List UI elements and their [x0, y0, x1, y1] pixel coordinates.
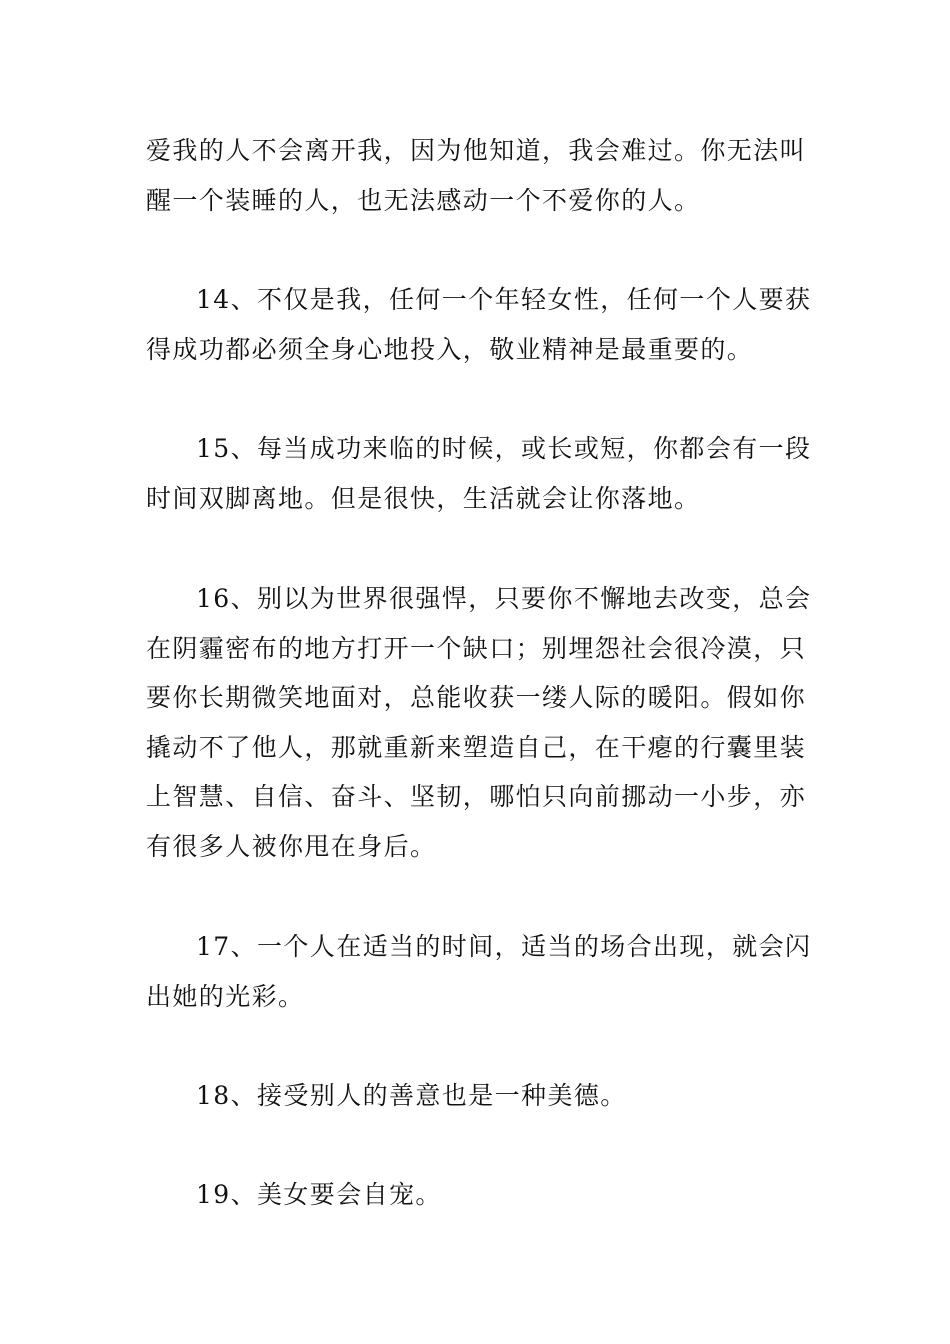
paragraph-line: 19、美女要会自宠。	[196, 1180, 442, 1209]
paragraph-line: 14、不仅是我，任何一个年轻女性，任何一个人要获	[196, 285, 812, 314]
paragraph-line: 要你长期微笑地面对，总能收获一缕人际的暖阳。假如你	[146, 683, 807, 713]
paragraph-line: 出她的光彩。	[146, 981, 305, 1011]
paragraph-line: 在阴霾密布的地方打开一个缺口；别埋怨社会很冷漠，只	[146, 633, 807, 663]
paragraph-line: 上智慧、自信、奋斗、坚韧，哪怕只向前挪动一小步，亦	[146, 782, 807, 812]
paragraph-18	[146, 1071, 808, 1121]
paragraph-continuation	[146, 126, 808, 225]
paragraph-line: 撬动不了他人，那就重新来塑造自己，在干瘪的行囊里装	[146, 732, 807, 762]
paragraph-line: 得成功都必须全身心地投入，敬业精神是最重要的。	[146, 334, 754, 364]
paragraph-17	[146, 922, 812, 1021]
paragraph-line: 15、每当成功来临的时候，或长或短，你都会有一段	[196, 434, 812, 463]
paragraph-line: 18、接受别人的善意也是一种美德。	[196, 1081, 627, 1110]
paragraph-19	[146, 1170, 808, 1220]
paragraph-line: 16、别以为世界很强悍，只要你不懈地去改变，总会	[196, 584, 812, 613]
paragraph-line: 醒一个装睡的人，也无法感动一个不爱你的人。	[146, 185, 701, 215]
paragraph-line: 有很多人被你甩在身后。	[146, 831, 437, 861]
paragraph-line: 17、一个人在适当的时间，适当的场合出现，就会闪	[196, 932, 812, 961]
paragraph-16	[146, 574, 812, 872]
paragraph-line: 时间双脚离地。但是很快，生活就会让你落地。	[146, 483, 701, 513]
paragraph-14	[146, 275, 812, 374]
paragraph-15	[146, 424, 812, 523]
paragraph-line: 爱我的人不会离开我，因为他知道，我会难过。你无法叫	[146, 136, 807, 165]
